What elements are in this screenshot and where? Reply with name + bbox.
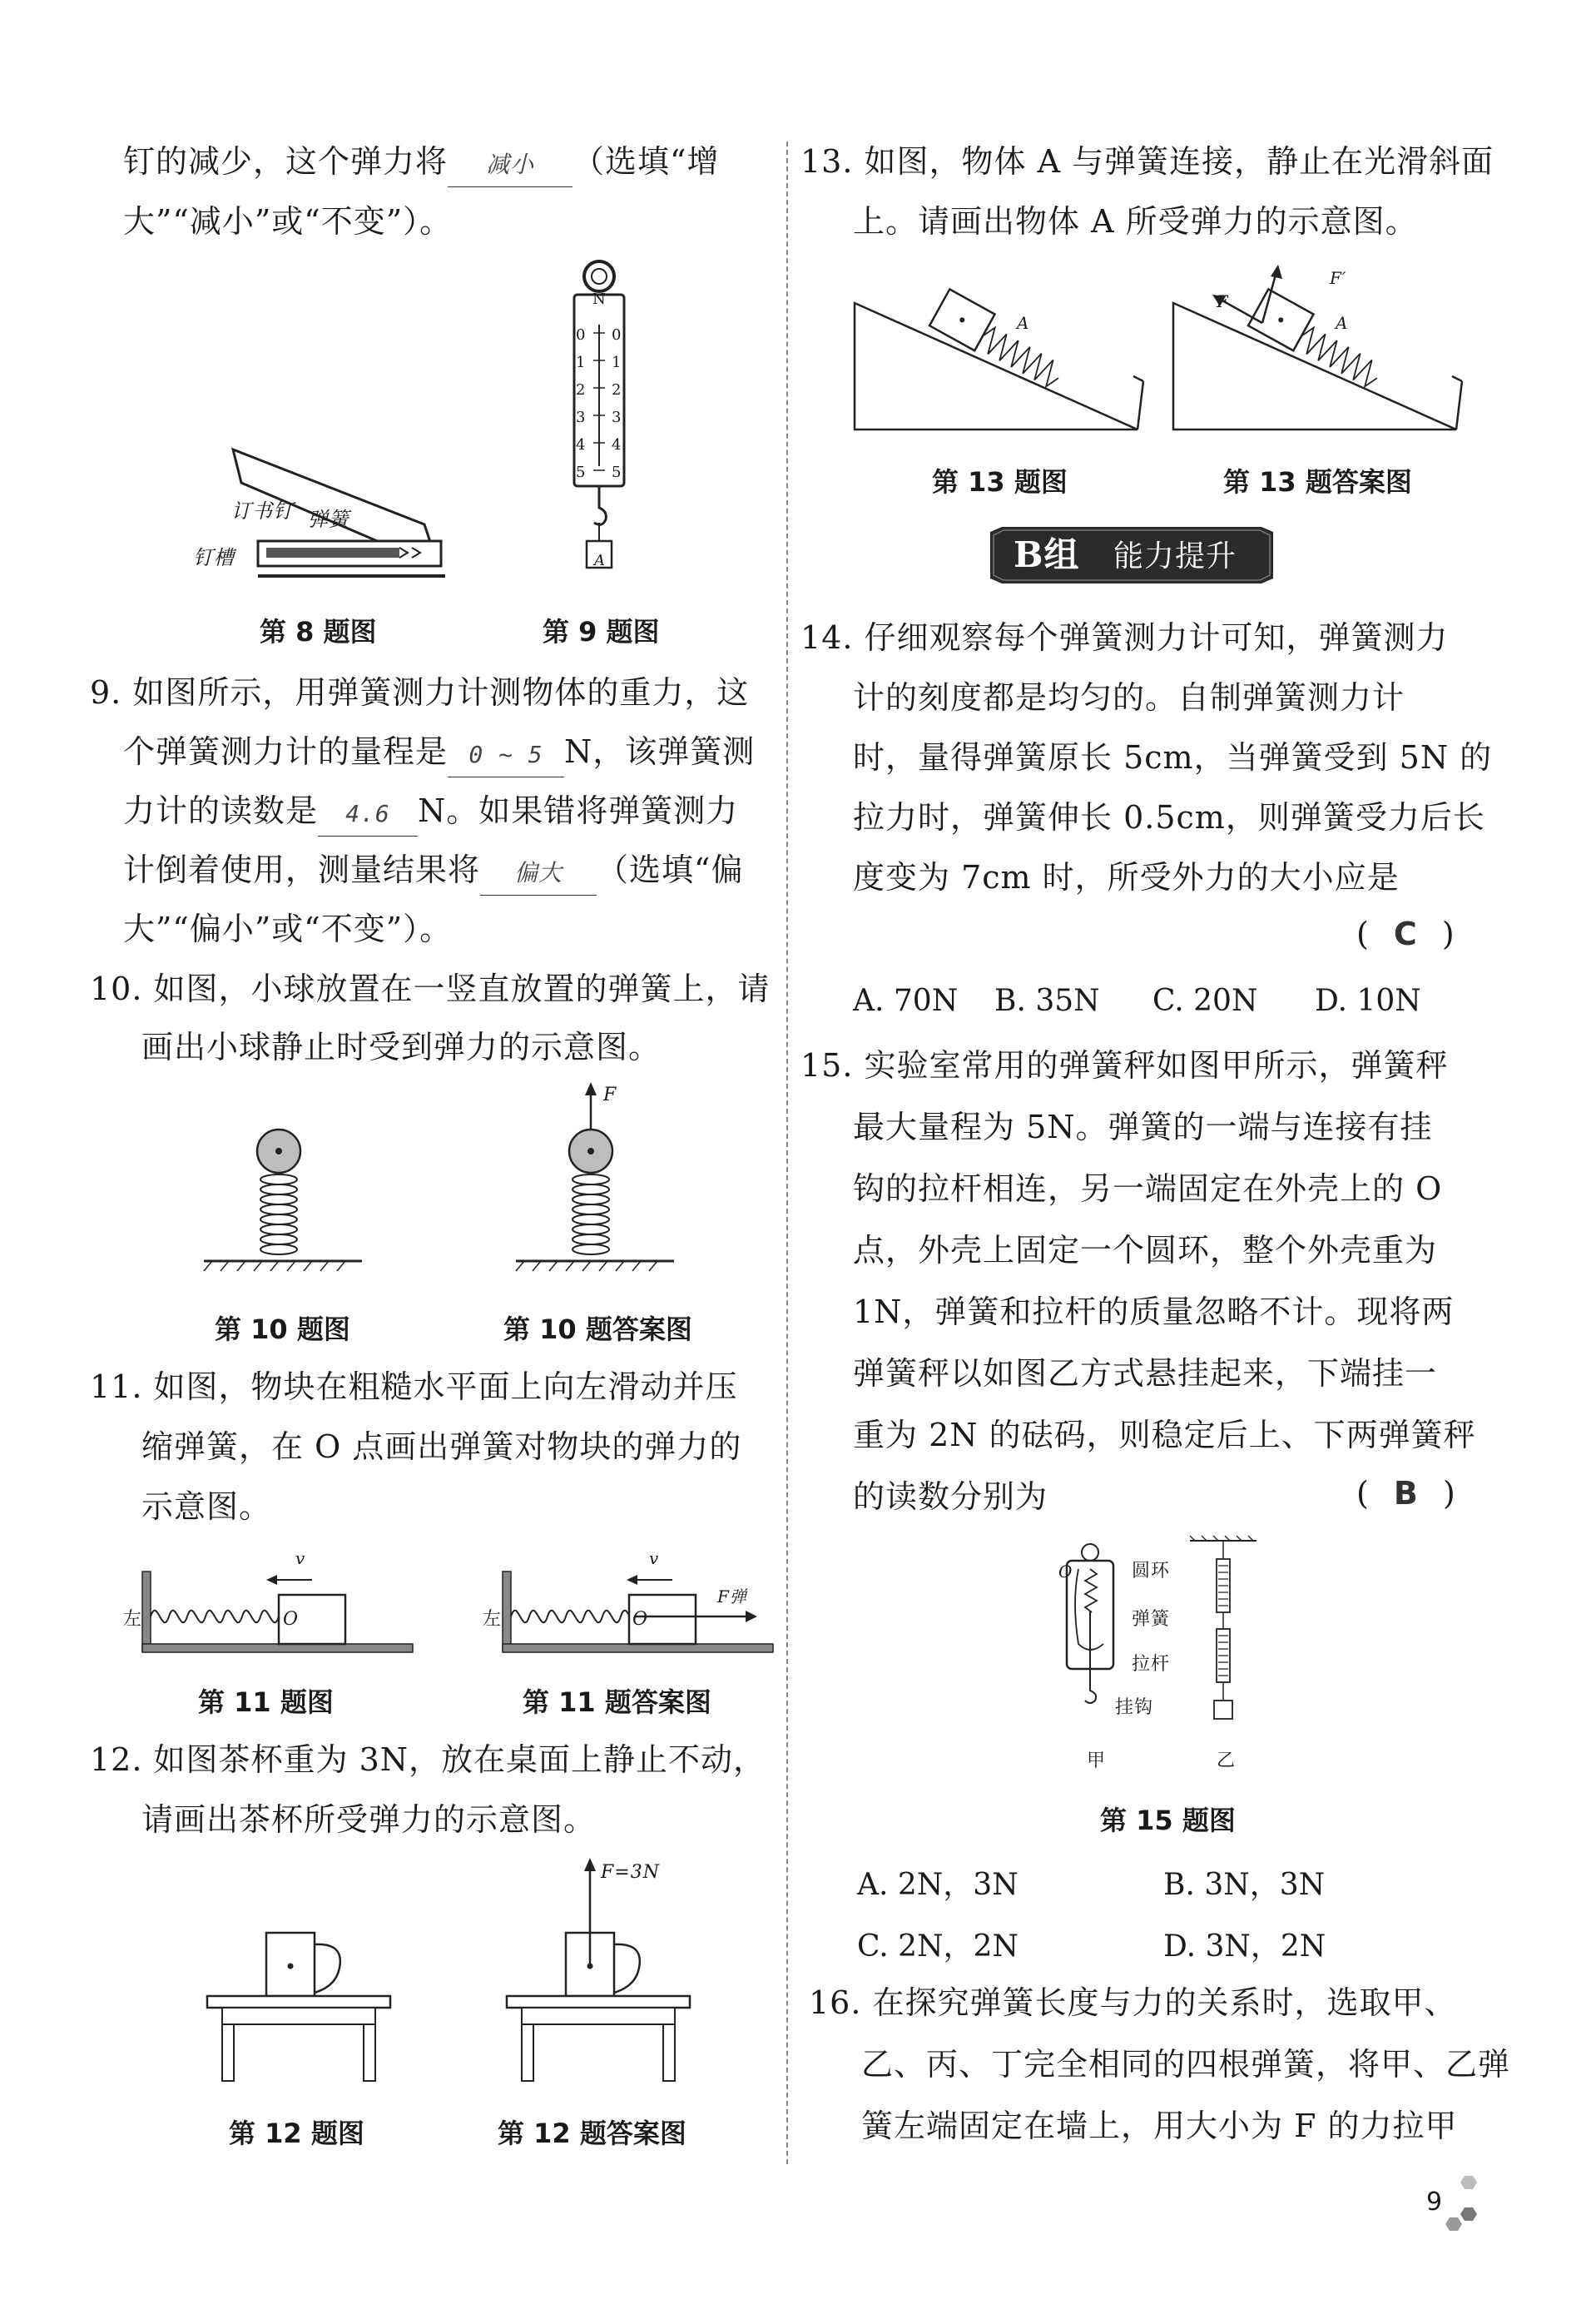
fig11-answer-force-label: F弹 [717, 1587, 747, 1606]
q14-line2: 计的刻度都是均匀的。自制弹簧测力计 [853, 679, 1405, 716]
fig13-answer-fprime-label: F′ [1330, 268, 1347, 288]
fig12-force-label: F=3N [601, 1862, 660, 1883]
caption-fig13-answer: 第 13 题答案图 [1223, 466, 1412, 498]
fig13-incline [850, 283, 1146, 433]
q15-line3: 钩的拉杆相连，另一端固定在外壳上的 O [853, 1170, 1443, 1207]
q12-line1: 12. 如图茶杯重为 3N，放在桌面上静止不动， [90, 1741, 766, 1778]
q8-line1: 钉的减少，这个弹力将 减小 （选填“增 [123, 140, 719, 187]
fig11-left-label: 左 [123, 1609, 143, 1630]
q9-answer-result: 偏大 [480, 852, 597, 896]
fig11-velocity-label: v [295, 1548, 306, 1568]
q15-line5: 1N，弹簧和拉杆的质量忽略不计。现将两 [853, 1294, 1455, 1330]
fig8-label-groove: 钉槽 [193, 546, 235, 569]
fig13-answer-f-label: F [1217, 291, 1229, 311]
page-number: 9 [1426, 2187, 1443, 2217]
q13-line1: 13. 如图，物体 A 与弹簧连接，静止在光滑斜面 [800, 143, 1494, 180]
q15-answer-bracket: ( B ) [1356, 1475, 1455, 1512]
q15-choice-d: D. 3N，2N [1163, 1929, 1326, 1964]
fig11-answer-velocity-label: v [649, 1548, 660, 1568]
caption-fig9: 第 9 题图 [543, 616, 660, 648]
column-divider [786, 142, 788, 2164]
q15-line2: 最大量程为 5N。弹簧的一端与连接有挂 [853, 1109, 1433, 1145]
q16-line2: 乙、丙、丁完全相同的四根弹簧，将甲、乙弹 [861, 2046, 1511, 2083]
q11-line3: 示意图。 [141, 1488, 272, 1525]
caption-fig12-answer: 第 12 题答案图 [498, 2118, 686, 2149]
q14-line1: 14. 仔细观察每个弹簧测力计可知，弹簧测力 [800, 619, 1449, 656]
fig8-label-spring: 弹簧 [308, 508, 349, 531]
q9-line5: 大”“偏小”或“不变”）。 [123, 911, 453, 947]
q14-answer-bracket: ( C ) [1356, 916, 1455, 952]
hexagon-decoration-icon [1433, 2174, 1483, 2232]
fig13-answer-incline [1169, 258, 1473, 433]
caption-fig10: 第 10 题图 [215, 1313, 350, 1345]
q9-line1: 9. 如图所示，用弹簧测力计测物体的重力，这 [90, 674, 750, 711]
q15-line8: 的读数分别为 [853, 1478, 1048, 1515]
q14-line5: 度变为 7cm 时，所受外力的大小应是 [853, 859, 1400, 896]
fig10-force-label: F [603, 1085, 617, 1105]
q15-choice-c: C. 2N，2N [857, 1929, 1019, 1964]
caption-fig12: 第 12 题图 [229, 2118, 364, 2149]
q16-line3: 簧左端固定在墙上，用大小为 F 的力拉甲 [861, 2108, 1458, 2144]
q10-line1: 10. 如图，小球放置在一竖直放置的弹簧上，请 [90, 971, 771, 1007]
fig11-block-spring [137, 1565, 420, 1656]
q14-line4: 拉力时，弹簧伸长 0.5cm，则弹簧受力后长 [853, 799, 1485, 836]
fig11-answer-left-label: 左 [483, 1609, 503, 1630]
q8-answer: 减小 [448, 143, 572, 187]
q9-line3: 力计的读数是 4.6 N。如果错将弹簧测力 [123, 789, 738, 837]
q11-line2: 缩弹簧，在 O 点画出弹簧对物块的弹力的 [141, 1428, 742, 1465]
q15-choice-a: A. 2N，3N [857, 1868, 1019, 1902]
q15-line4: 点，外壳上固定一个圆环，整个外壳重为 [853, 1232, 1438, 1269]
q9-answer-reading: 4.6 [318, 792, 418, 837]
caption-fig13: 第 13 题图 [932, 466, 1068, 498]
caption-fig11: 第 11 题图 [198, 1686, 334, 1718]
q8-line2: 大”“减小”或“不变”）。 [123, 203, 453, 240]
q15-line6: 弹簧秤以如图乙方式悬挂起来，下端挂一 [853, 1355, 1438, 1392]
fig15-jia-label: 甲 [1087, 1750, 1107, 1771]
fig15-hook-label: 挂钩 [1115, 1697, 1154, 1718]
q14-line3: 时，量得弹簧原长 5cm，当弹簧受到 5N 的 [853, 739, 1493, 776]
q14-answer: C [1393, 916, 1417, 952]
q14-choice-d: D. 10N [1315, 984, 1421, 1018]
fig13-answer-a-label: A [1336, 313, 1349, 333]
q14-choice-a: A. 70N [853, 984, 959, 1018]
fig15-yi-label: 乙 [1217, 1750, 1237, 1771]
q13-line2: 上。请画出物体 A 所受弹力的示意图。 [853, 203, 1418, 240]
fig9-block-label: A [594, 552, 606, 569]
q14-choice-b: B. 35N [994, 984, 1100, 1018]
q16-line1: 16. 在探究弹簧长度与力的关系时，选取甲、 [809, 1984, 1457, 2021]
caption-fig10-answer: 第 10 题答案图 [503, 1313, 692, 1345]
fig10-answer-ball-spring [516, 1082, 682, 1286]
q15-line7: 重为 2N 的砝码，则稳定后上、下两弹簧秤 [853, 1417, 1476, 1453]
q9-line2: 个弹簧测力计的量程是 0 ~ 5 N，该弹簧测 [123, 730, 755, 777]
q9-answer-range: 0 ~ 5 [448, 733, 564, 777]
fig11-answer-o-label: O [632, 1609, 649, 1630]
q15-line1: 15. 实验室常用的弹簧秤如图甲所示，弹簧秤 [800, 1047, 1449, 1084]
fig11-o-label: O [283, 1609, 300, 1630]
q9-line4: 计倒着使用，测量结果将 偏大 （选填“偏 [123, 848, 743, 896]
fig9-ticks-right: 0 1 2 3 4 5 [612, 326, 622, 481]
fig12-answer-cup-table [503, 1858, 695, 2089]
fig10-ball-spring [204, 1128, 370, 1286]
q10-line2: 画出小球静止时受到弹力的示意图。 [141, 1029, 662, 1065]
fig12-cup-table [204, 1923, 395, 2089]
q15-answer: B [1393, 1475, 1418, 1512]
q15-choice-b: B. 3N，3N [1163, 1868, 1326, 1902]
fig15-rod-label: 拉杆 [1132, 1654, 1171, 1675]
fig8-label-staples: 订书钉 [231, 499, 294, 523]
caption-fig15: 第 15 题图 [1100, 1805, 1236, 1836]
fig9-unit: N [592, 290, 607, 308]
q11-line1: 11. 如图，物块在粗糙水平面上向左滑动并压 [90, 1368, 738, 1405]
fig15-spring-label: 弹簧 [1132, 1609, 1171, 1630]
fig9-ticks-left: 0 1 2 3 4 5 [576, 326, 587, 481]
banner-title: 能力提升 [1113, 539, 1237, 574]
caption-fig8: 第 8 题图 [260, 616, 377, 648]
q14-choice-c: C. 20N [1152, 984, 1258, 1018]
caption-fig11-answer: 第 11 题答案图 [523, 1686, 711, 1718]
fig15-o-label: O [1058, 1562, 1073, 1582]
fig13-a-label: A [1017, 313, 1030, 333]
banner-group: B组 [1014, 534, 1080, 575]
q12-line2: 请画出茶杯所受弹力的示意图。 [141, 1801, 597, 1838]
fig15-ring-label: 圆环 [1132, 1561, 1171, 1582]
